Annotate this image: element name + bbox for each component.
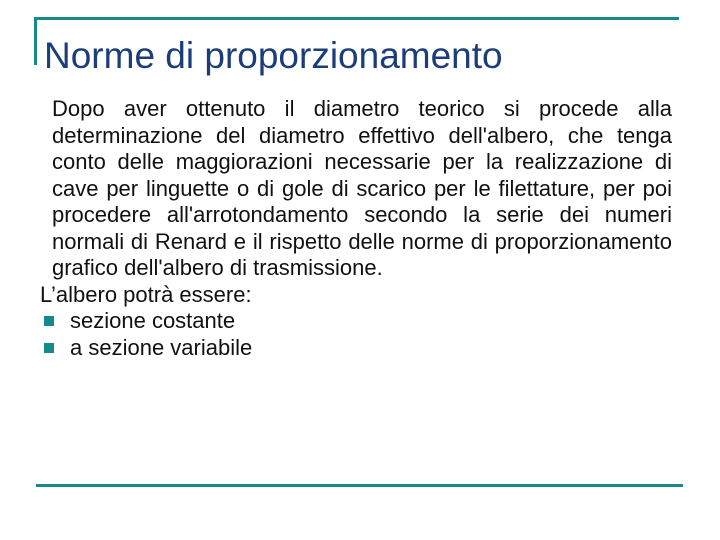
list-item-label: sezione costante [70, 308, 236, 333]
square-bullet-icon [44, 316, 54, 326]
list-item [40, 335, 672, 362]
list-item [40, 308, 672, 335]
frame-left-rule [34, 17, 37, 65]
bullet-list [40, 308, 672, 361]
slide-body [40, 96, 672, 361]
frame-bottom-rule [36, 484, 683, 487]
frame-top-rule [34, 17, 679, 20]
list-intro: L’albero potrà essere: [40, 281, 252, 307]
body-paragraph: Dopo aver ottenuto il diametro teorico si procede alla determinazione del diametro effettivo dell'albero, che tenga conto delle maggiorazioni necessarie per la realizzazione di cave per linguette o di gole di scarico per le filettature, per poi procedere all'arrotondamento secondo la serie dei numeri normali di Renard e il rispetto delle norme di proporzionamento grafico dell'albero di trasmissione. [52, 96, 672, 280]
list-item-label: a sezione variabile [70, 334, 253, 360]
slide-title: Norme di proporzionamento [44, 35, 503, 76]
square-bullet-icon [44, 343, 54, 353]
